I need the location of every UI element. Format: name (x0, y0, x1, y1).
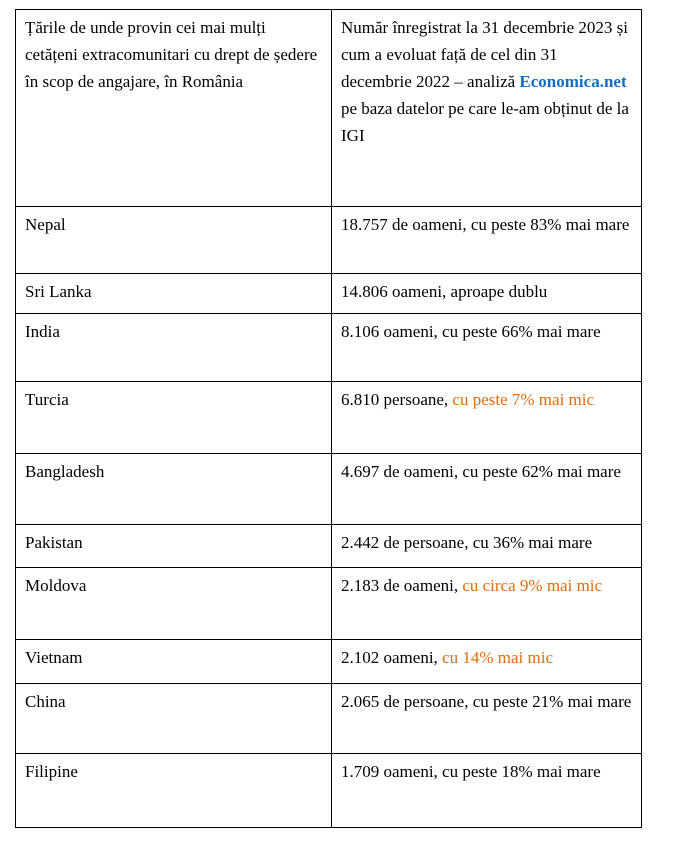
table-header-row (16, 10, 642, 207)
value-change-negative: cu circa 9% mai mic (462, 576, 603, 595)
header-text-after-link: pe baza datelor pe care le-am obținut de la IGI (341, 99, 629, 145)
value-text: 2.065 de persoane, cu peste 21% mai mare (341, 692, 632, 711)
value-text: 6.810 persoane, (341, 390, 453, 409)
table-row-bangladesh (16, 454, 642, 525)
value-text: 4.697 de oameni, cu peste 62% mai mare (341, 462, 621, 481)
country-cell: Bangladesh (16, 454, 332, 525)
country-cell: Nepal (16, 207, 332, 274)
value-cell (332, 684, 642, 754)
table-row-turcia (16, 382, 642, 454)
value-cell (332, 314, 642, 382)
value-text: 2.183 de oameni, (341, 576, 463, 595)
table-row-pakistan (16, 525, 642, 568)
value-cell (332, 454, 642, 525)
value-cell (332, 382, 642, 454)
table-row-china (16, 684, 642, 754)
table-row-india (16, 314, 642, 382)
header-countries-cell: Țările de unde provin cei mai mulți cetățeni extracomunitari cu drept de ședere în scop de angajare, în România (16, 10, 332, 207)
table-row-moldova (16, 568, 642, 640)
header-text-before-link: Număr înregistrat la 31 decembrie 2023 și cum a evoluat față de cel din 31 decembrie 2022 – analiză (341, 18, 629, 91)
value-text: 2.102 oameni, (341, 648, 443, 667)
value-cell (332, 207, 642, 274)
value-cell (332, 568, 642, 640)
value-text: 14.806 oameni, aproape dublu (341, 282, 548, 301)
value-change-negative: cu 14% mai mic (442, 648, 553, 667)
value-text: 1.709 oameni, cu peste 18% mai mare (341, 762, 601, 781)
table-row-filipine (16, 754, 642, 828)
country-cell: Vietnam (16, 640, 332, 684)
country-cell: Moldova (16, 568, 332, 640)
country-cell: China (16, 684, 332, 754)
economica-net-link[interactable]: Economica.net (519, 72, 627, 91)
value-cell (332, 274, 642, 314)
value-cell (332, 754, 642, 828)
value-cell (332, 640, 642, 684)
value-text: 18.757 de oameni, cu peste 83% mai mare (341, 215, 630, 234)
country-cell: Filipine (16, 754, 332, 828)
table-row-sri-lanka (16, 274, 642, 314)
header-numbers-cell (332, 10, 642, 207)
value-text: 2.442 de persoane, cu 36% mai mare (341, 533, 593, 552)
value-cell (332, 525, 642, 568)
table-row-nepal (16, 207, 642, 274)
country-cell: India (16, 314, 332, 382)
country-cell: Sri Lanka (16, 274, 332, 314)
countries-table (15, 9, 642, 828)
country-cell: Pakistan (16, 525, 332, 568)
value-change-negative: cu peste 7% mai mic (452, 390, 595, 409)
table-row-vietnam (16, 640, 642, 684)
country-cell: Turcia (16, 382, 332, 454)
value-text: 8.106 oameni, cu peste 66% mai mare (341, 322, 601, 341)
